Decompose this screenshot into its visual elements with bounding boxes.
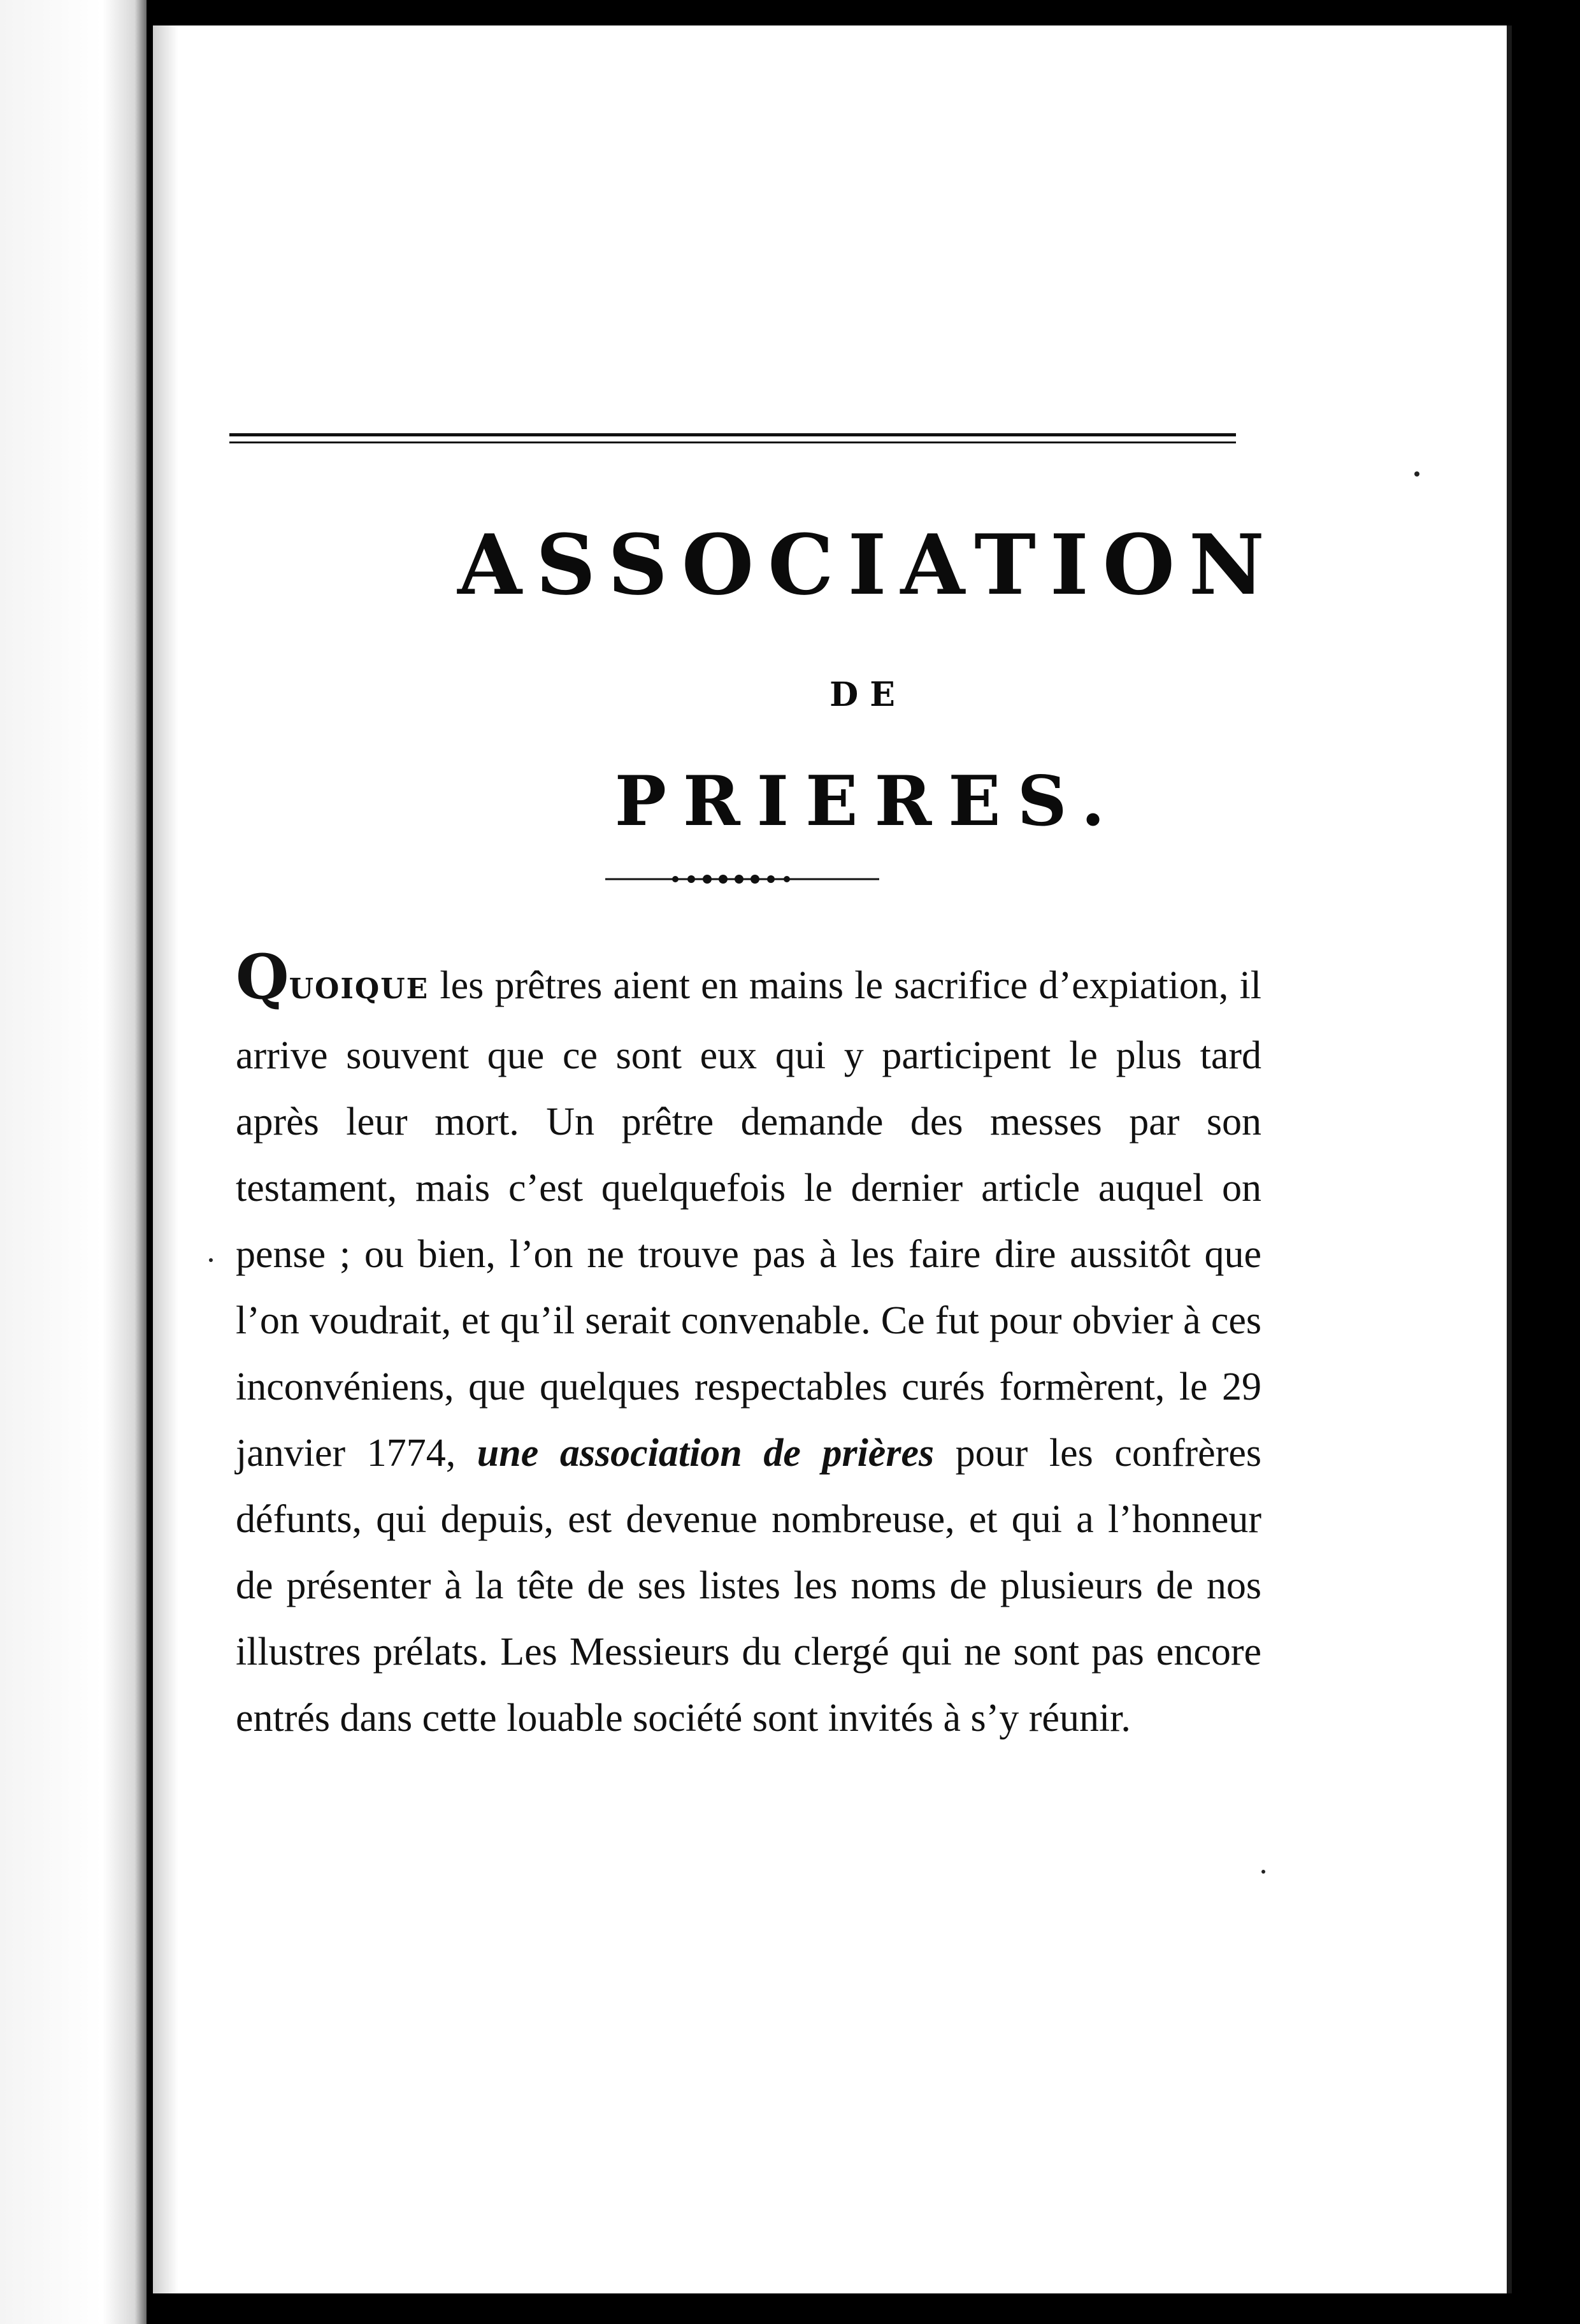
scan-speck	[1261, 1870, 1265, 1874]
body-paragraph	[236, 941, 1261, 1751]
document-page	[153, 25, 1507, 2293]
emphasized-phrase: une association de prières	[477, 1431, 935, 1475]
paragraph-text-part-2: pour les confrères défunts, qui depuis, est devenue nombreuse, et qui a l’honneur de présenter à la tête de ses listes les noms de plusieurs de nos illustres prélats. Les Messieurs du clergé qui ne sont pas encore entrés dans cette louable société sont invités à s’y réunir.	[236, 1431, 1261, 1740]
page-title: ASSOCIATION	[457, 516, 1279, 613]
scan-speck	[209, 1258, 213, 1262]
paragraph-text-part-1: les prêtres aient en mains le sacrifice d’expiation, il arrive souvent que ce sont eux qui y participent le plus tard après leur mort. Un prêtre demande des messes par son testament, mais c’est quelquefois le dernier article auquel on pense ; ou bien, l’on ne trouve pas à les faire dire aussitôt que l’on voudrait, et qu’il serait convenable. Ce fut pour obvier à ces inconvéniens, que quelques respectables curés formèrent, le 29 janvier 1774,	[236, 964, 1261, 1475]
drop-cap: Q	[236, 941, 289, 1013]
page-gutter	[153, 25, 178, 2293]
scan-speck	[1414, 471, 1419, 477]
page-subtitle: PRIERES.	[614, 761, 1122, 842]
header-double-rule	[229, 433, 1236, 443]
scan-left-edge	[0, 0, 147, 2324]
page-title-connector: DE	[830, 675, 907, 714]
ornament-divider	[605, 874, 879, 884]
drop-cap-continuation: UOIQUE	[289, 973, 429, 1005]
